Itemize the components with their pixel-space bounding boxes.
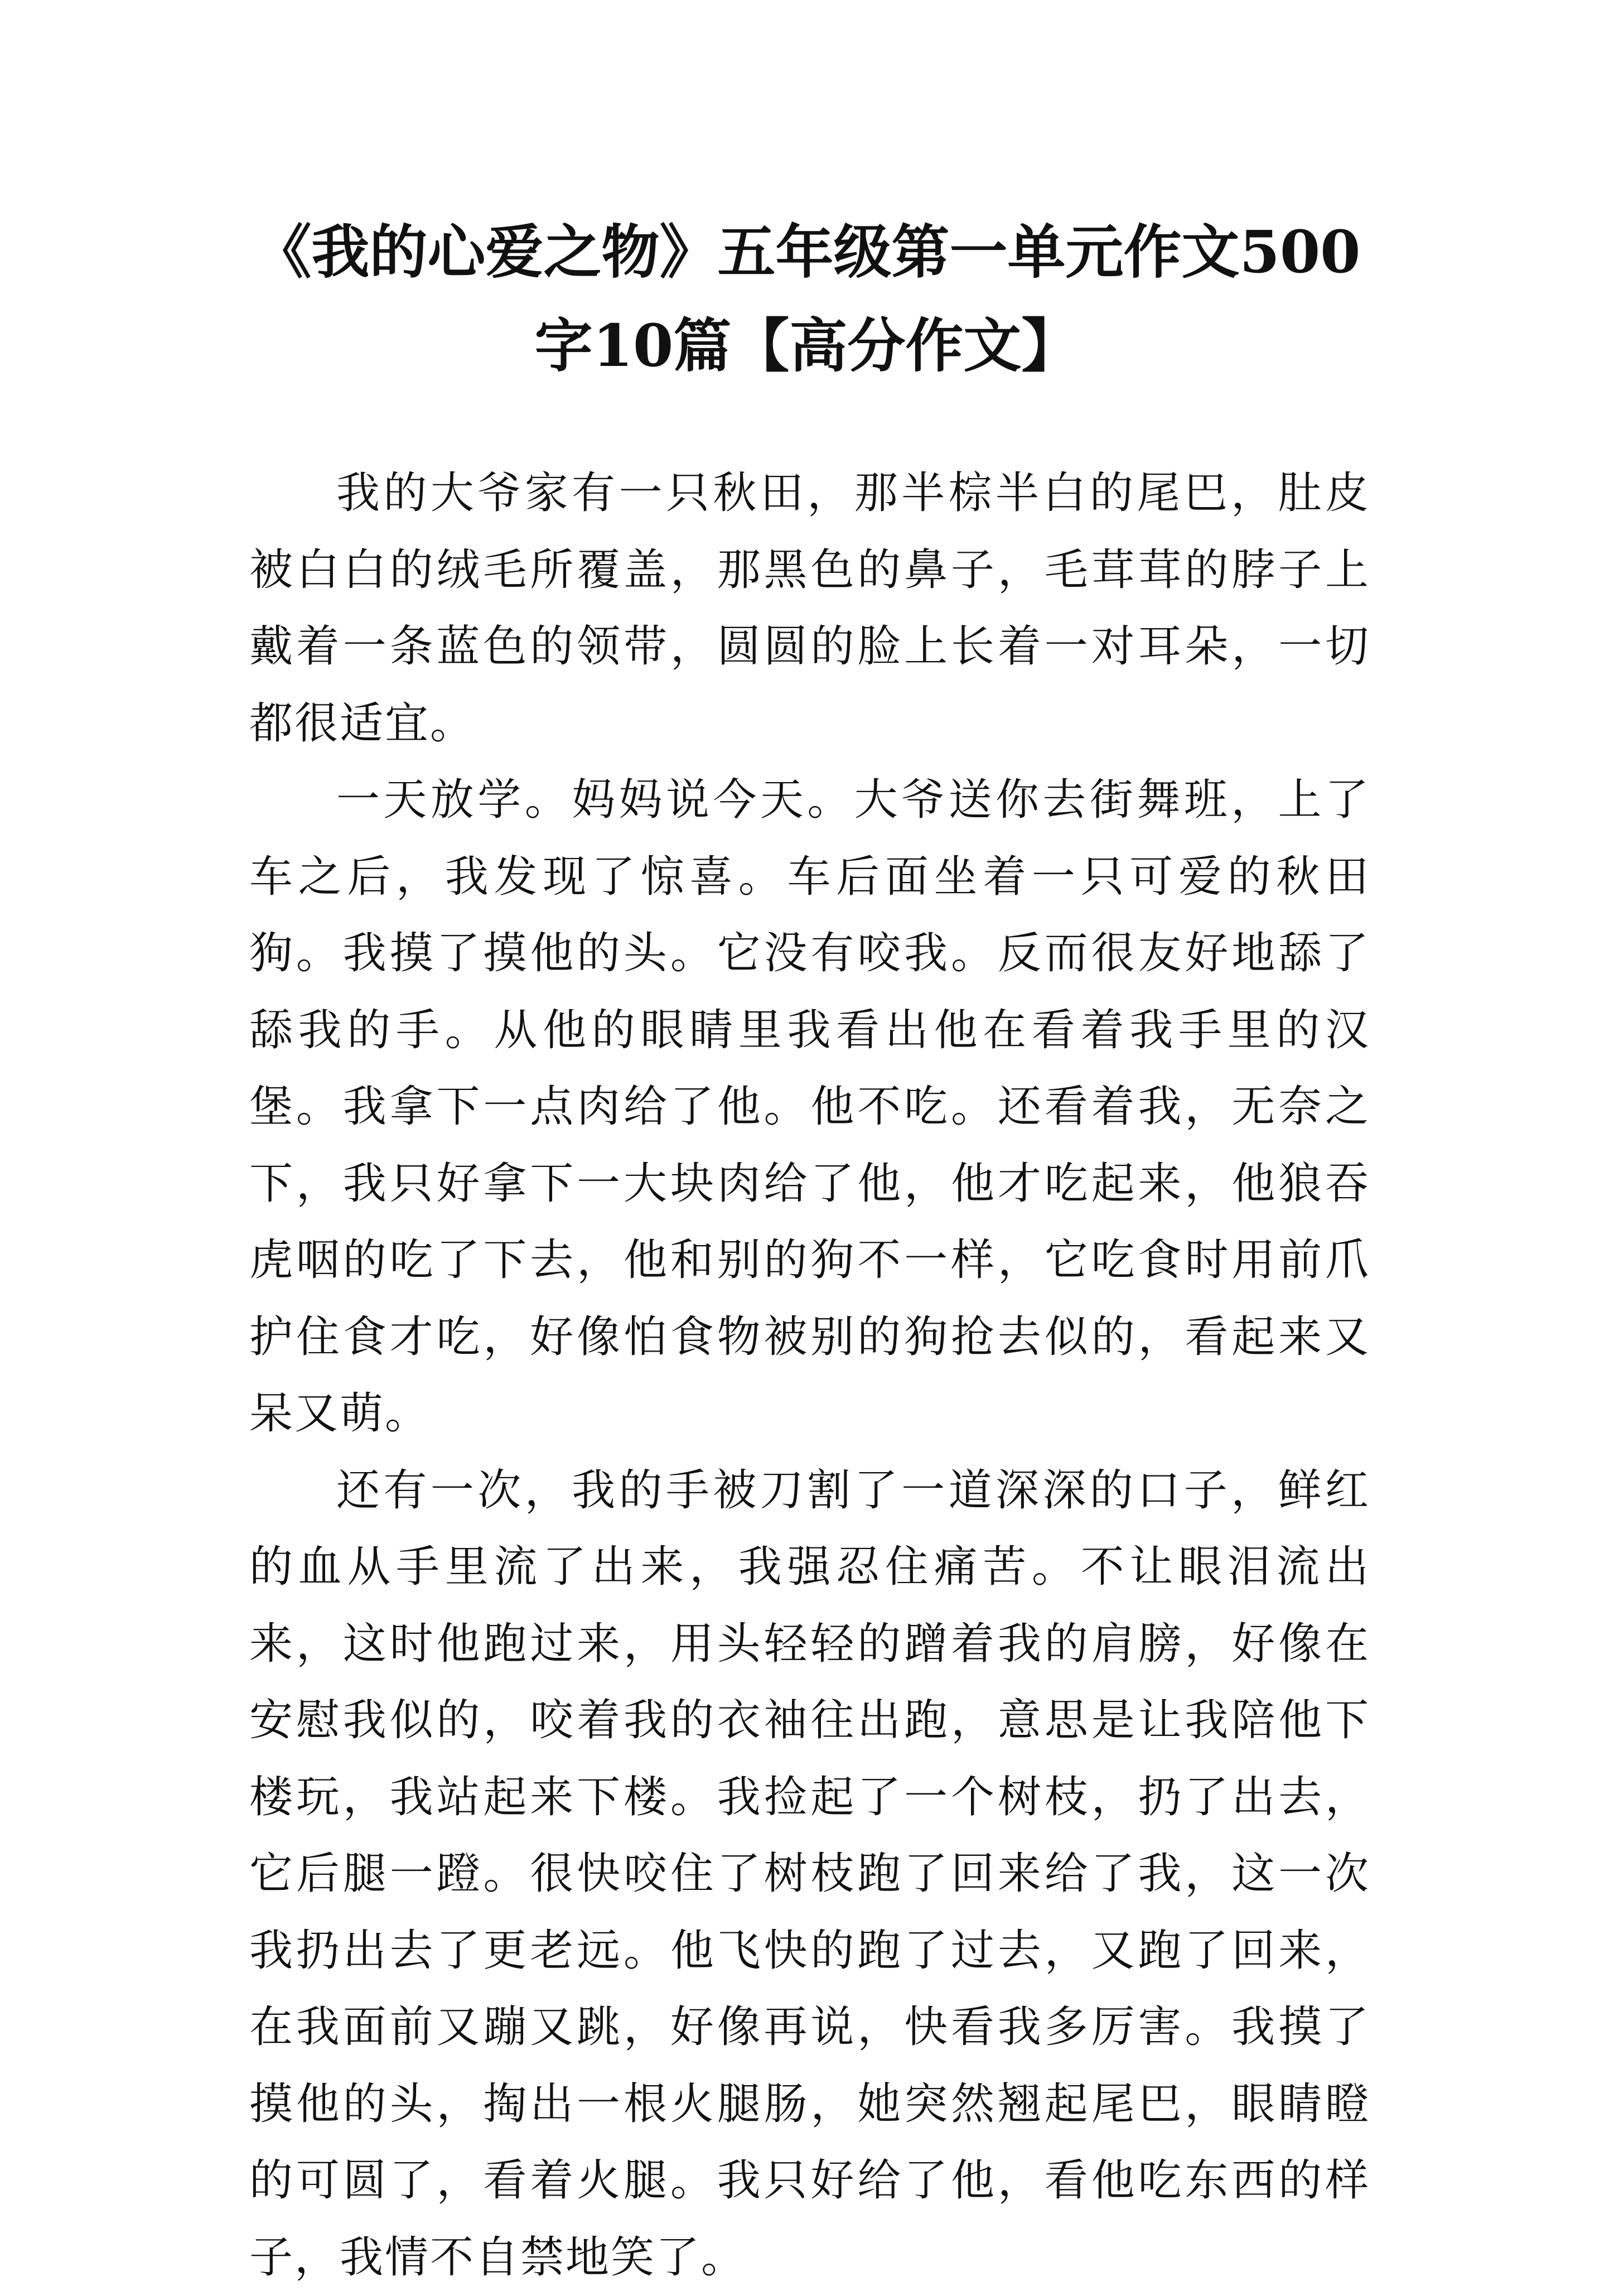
title-line-1: 《我的心爱之物》五年级第一单元作文500 (223, 205, 1391, 299)
paragraph-1: 我的大爷家有一只秋田，那半棕半白的尾巴，肚皮被白白的绒毛所覆盖，那黑色的鼻子，毛茸茸的脖子上戴着一条蓝色的领带，圆圆的脸上长着一对耳朵，一切都很适宜。 (249, 455, 1370, 762)
document-title (223, 205, 1391, 393)
document-body (249, 455, 1370, 2296)
title-line-2: 字10篇【高分作文】 (223, 299, 1391, 393)
paragraph-2: 一天放学。妈妈说今天。大爷送你去街舞班，上了车之后，我发现了惊喜。车后面坐着一只可爱的秋田狗。我摸了摸他的头。它没有咬我。反而很友好地舔了舔我的手。从他的眼睛里我看出他在看着我手里的汉堡。我拿下一点肉给了他。他不吃。还看着我，无奈之下，我只好拿下一大块肉给了他，他才吃起来，他狼吞虎咽的吃了下去，他和别的狗不一样，它吃食时用前爪护住食才吃，好像怕食物被别的狗抢去似的，看起来又呆又萌。 (249, 762, 1370, 1453)
paragraph-3: 还有一次，我的手被刀割了一道深深的口子，鲜红的血从手里流了出来，我强忍住痛苦。不让眼泪流出来，这时他跑过来，用头轻轻的蹭着我的肩膀，好像在安慰我似的，咬着我的衣袖往出跑，意思是让我陪他下楼玩，我站起来下楼。我捡起了一个树枝，扔了出去，它后腿一蹬。很快咬住了树枝跑了回来给了我，这一次我扔出去了更老远。他飞快的跑了过去，又跑了回来，在我面前又蹦又跳，好像再说，快看我多厉害。我摸了摸他的头，掏出一根火腿肠，她突然翘起尾巴，眼睛瞪的可圆了，看着火腿。我只好给了他，看他吃东西的样子，我情不自禁地笑了。 (249, 1453, 1370, 2296)
